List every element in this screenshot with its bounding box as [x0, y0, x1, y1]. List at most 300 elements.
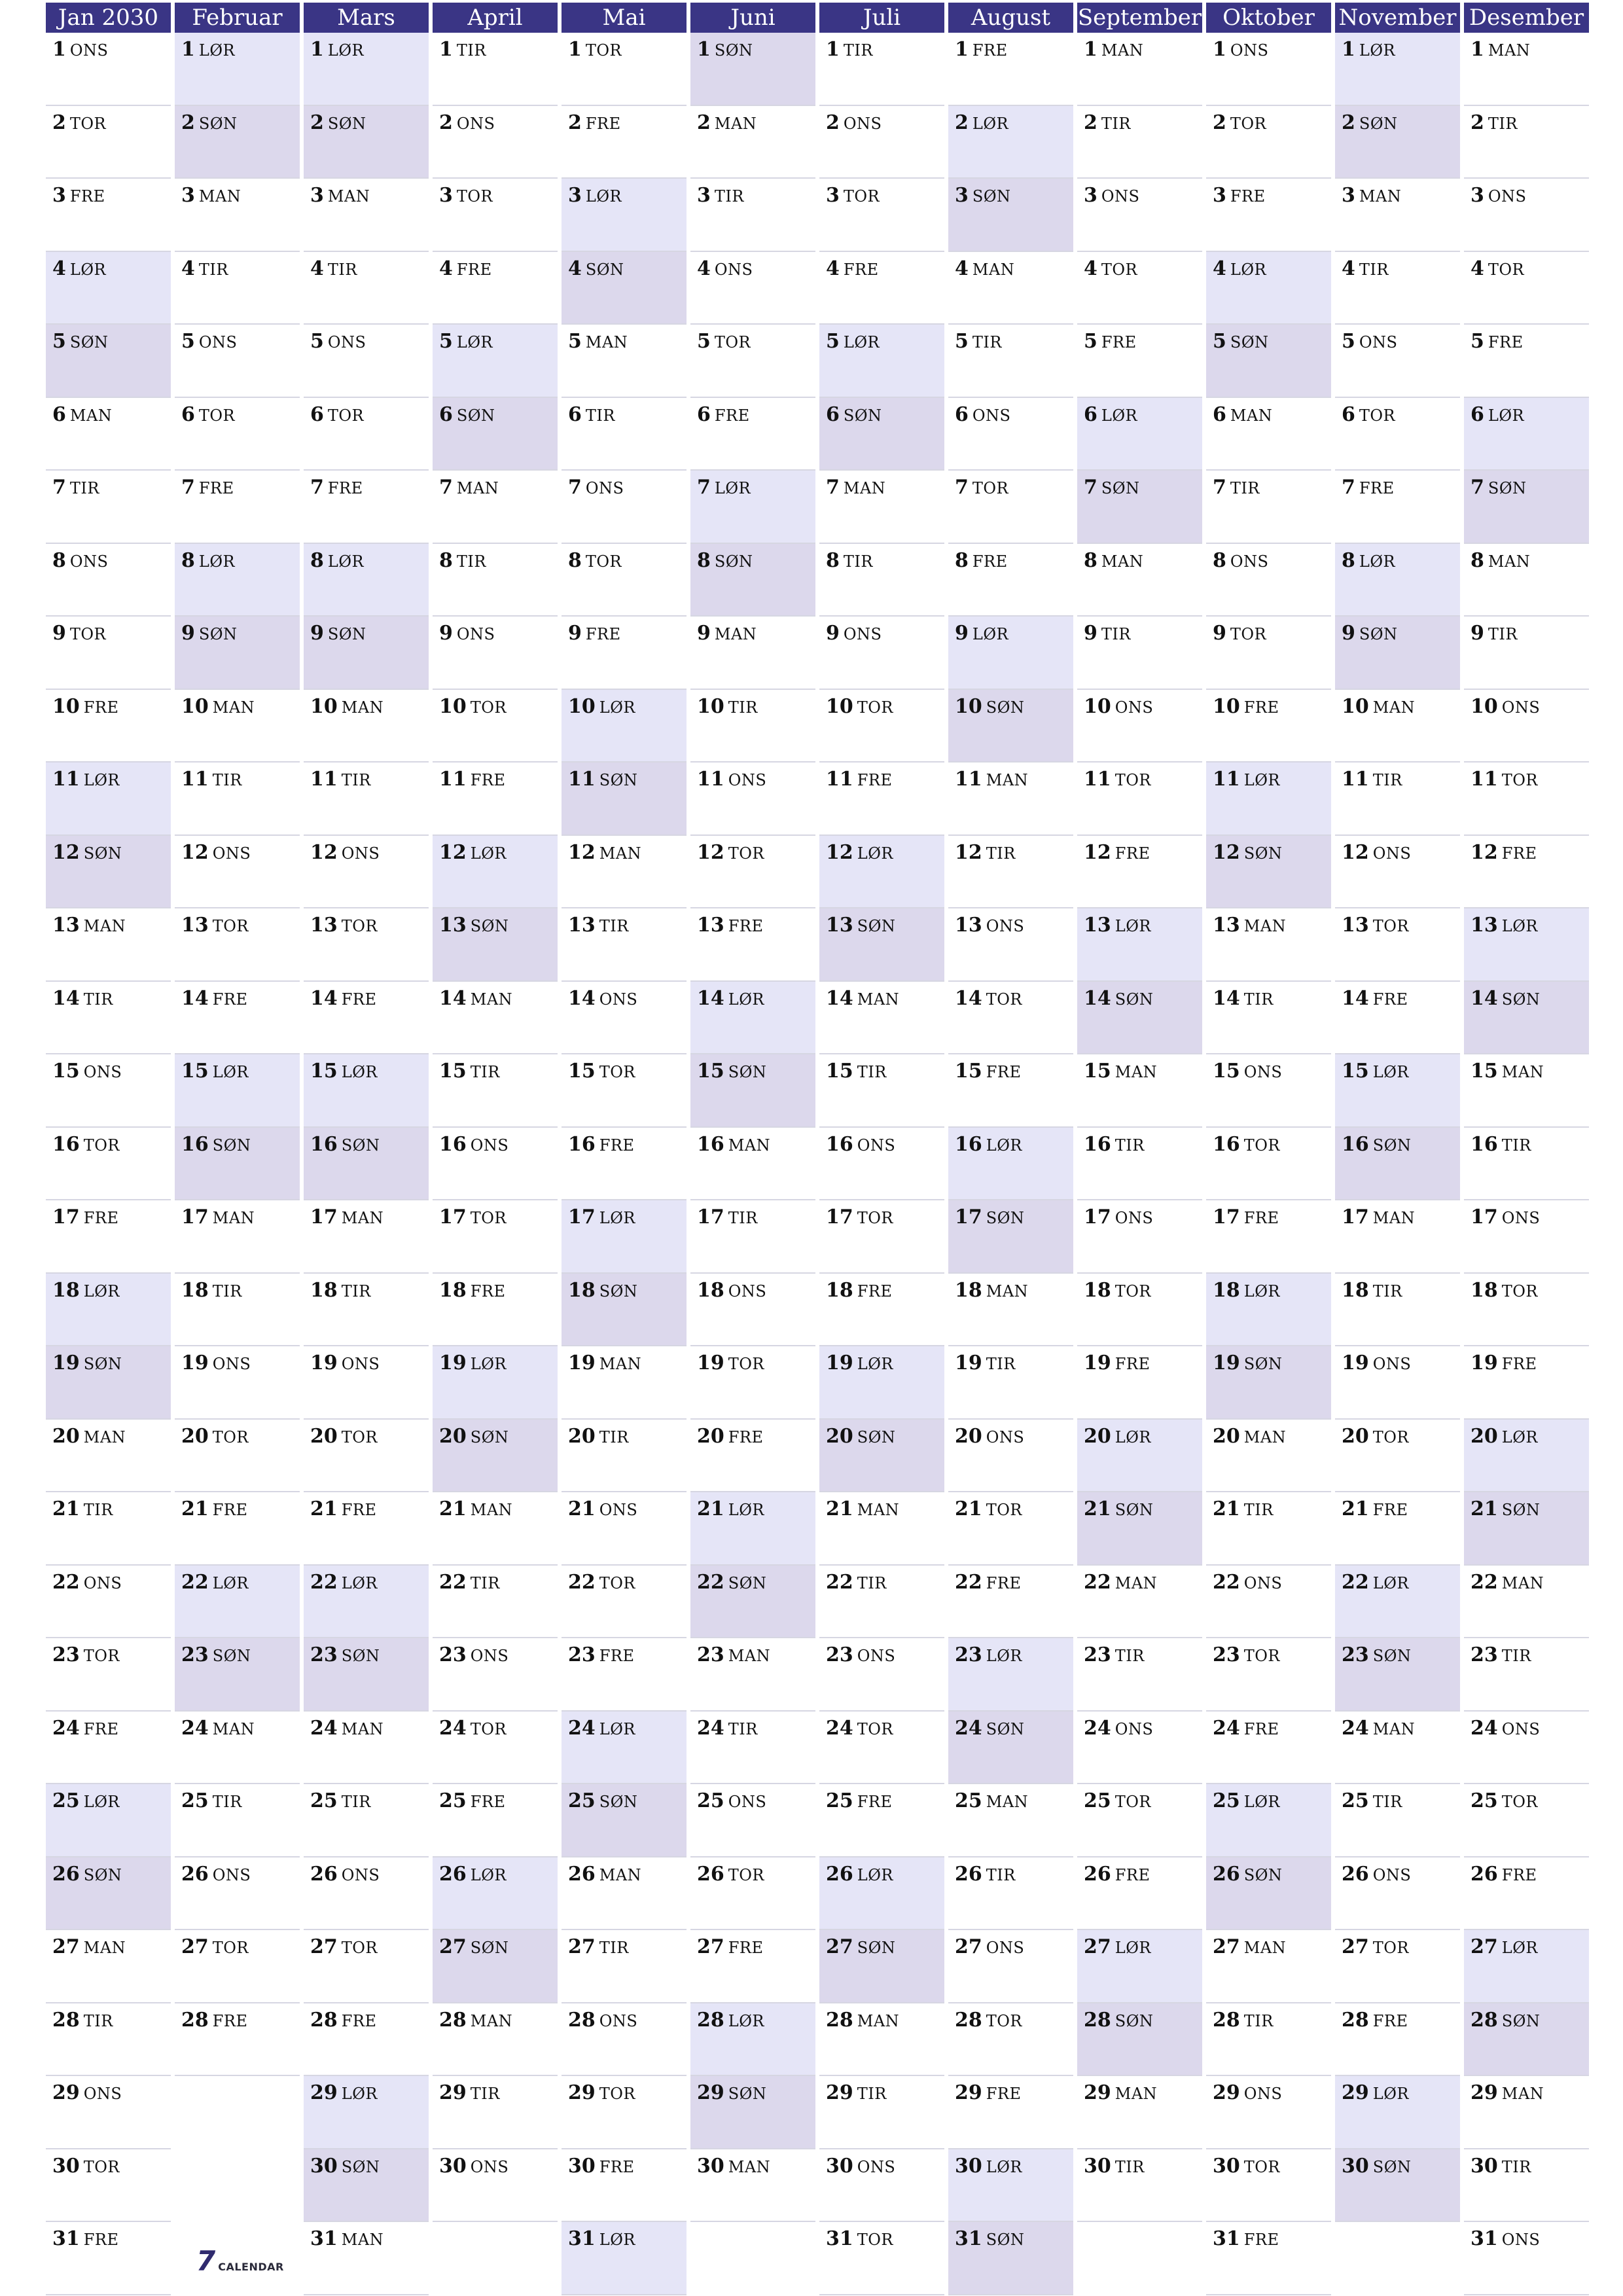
day-cell — [819, 836, 944, 909]
day-cell — [1464, 836, 1589, 909]
day-cell — [819, 1346, 944, 1420]
day-number: 21 — [181, 1498, 209, 1520]
day-number: 16 — [1342, 1132, 1369, 1156]
day-cell — [948, 1857, 1073, 1931]
day-cell — [175, 325, 300, 398]
day-number: 6 — [439, 403, 453, 426]
weekday-label: MAN — [599, 1865, 642, 1884]
weekday-label: SØN — [1115, 1501, 1154, 1519]
day-number: 30 — [52, 2154, 80, 2178]
weekday-label: TOR — [599, 1573, 636, 1592]
day-cell — [304, 1346, 429, 1420]
weekday-label: TOR — [212, 1427, 249, 1446]
day-number: 1 — [1471, 38, 1484, 61]
day-cell — [562, 617, 687, 690]
day-cell — [819, 2003, 944, 2077]
day-number: 26 — [181, 1862, 209, 1886]
day-cell — [175, 1128, 300, 1201]
day-cell — [690, 325, 815, 398]
day-number: 15 — [955, 1060, 982, 1083]
weekday-label: LØR — [728, 1501, 764, 1519]
day-number: 19 — [568, 1352, 596, 1374]
day-cell — [1335, 33, 1460, 106]
day-number: 25 — [1342, 1789, 1369, 1812]
weekday-label: ONS — [599, 2011, 638, 2030]
day-cell — [690, 1492, 815, 1566]
day-cell — [1335, 1930, 1460, 2003]
day-number: 21 — [1471, 1498, 1498, 1520]
day-number: 29 — [1084, 2081, 1111, 2104]
day-cell — [304, 617, 429, 690]
weekday-label: ONS — [327, 333, 366, 351]
day-cell — [819, 1274, 944, 1347]
weekday-label: SØN — [986, 1209, 1025, 1227]
day-number: 9 — [1213, 622, 1226, 645]
day-number: 12 — [1471, 840, 1498, 864]
day-number: 20 — [1342, 1424, 1369, 1448]
day-cell — [562, 1784, 687, 1857]
day-number: 13 — [1342, 914, 1369, 937]
day-number: 15 — [1084, 1060, 1111, 1083]
weekday-label: SØN — [714, 552, 753, 571]
day-cell — [819, 544, 944, 617]
day-cell — [175, 2003, 300, 2077]
day-cell — [948, 398, 1073, 471]
day-cell — [948, 908, 1073, 982]
day-number: 4 — [52, 257, 66, 280]
day-number: 24 — [955, 1716, 982, 1740]
weekday-label: TIR — [585, 406, 615, 425]
day-cell — [819, 617, 944, 690]
day-cell — [1077, 1274, 1202, 1347]
day-number: 9 — [52, 622, 66, 645]
day-cell — [304, 33, 429, 106]
weekday-label: TOR — [1243, 1136, 1281, 1155]
day-number: 18 — [439, 1278, 467, 1302]
day-cell — [1206, 252, 1331, 325]
day-number: 3 — [310, 184, 324, 207]
weekday-label: MAN — [470, 1501, 513, 1519]
day-number: 10 — [568, 694, 596, 718]
weekday-label: TOR — [69, 625, 107, 643]
day-number: 8 — [826, 548, 840, 572]
weekday-label: FRE — [857, 771, 893, 789]
weekday-label: FRE — [728, 917, 764, 935]
day-cell — [433, 1200, 558, 1274]
day-cell — [433, 1784, 558, 1857]
day-number: 10 — [1471, 694, 1498, 718]
day-cell — [1206, 1346, 1331, 1420]
weekday-label: ONS — [1115, 1209, 1154, 1227]
day-number: 13 — [955, 914, 982, 937]
day-number: 24 — [52, 1716, 80, 1740]
day-cell — [562, 1857, 687, 1931]
day-number: 18 — [955, 1278, 982, 1302]
day-cell — [819, 1054, 944, 1128]
day-cell — [1077, 1930, 1202, 2003]
day-cell — [175, 908, 300, 982]
day-cell — [1077, 1712, 1202, 1785]
day-number: 31 — [1213, 2227, 1240, 2250]
weekday-label: TOR — [857, 1719, 894, 1738]
day-cell — [1206, 690, 1331, 763]
day-cell — [1464, 106, 1589, 179]
day-number: 14 — [568, 986, 596, 1010]
weekday-label: MAN — [1243, 1939, 1287, 1957]
weekday-label: TIR — [843, 41, 873, 60]
day-cell — [562, 1566, 687, 1639]
day-cell — [1464, 1712, 1589, 1785]
day-cell — [1077, 33, 1202, 106]
day-cell — [46, 836, 171, 909]
weekday-label: LØR — [83, 771, 120, 789]
weekday-label: MAN — [857, 990, 900, 1009]
day-cell — [304, 1638, 429, 1712]
weekday-label: TOR — [585, 41, 622, 60]
month-column — [175, 3, 300, 2295]
weekday-label: ONS — [714, 260, 753, 279]
day-number: 28 — [955, 2008, 982, 2032]
day-number: 12 — [1084, 840, 1111, 864]
day-cell — [819, 982, 944, 1055]
month-column — [1077, 3, 1202, 2295]
weekday-label: FRE — [470, 1282, 506, 1300]
day-number: 9 — [1342, 622, 1355, 645]
day-number: 3 — [1213, 184, 1226, 207]
weekday-label: ONS — [857, 1136, 896, 1155]
weekday-label: TIR — [728, 698, 758, 717]
day-number: 26 — [52, 1862, 80, 1886]
day-cell — [562, 982, 687, 1055]
weekday-label: LØR — [1115, 1939, 1151, 1957]
day-cell — [433, 982, 558, 1055]
weekday-label: LØR — [714, 479, 751, 497]
day-number: 23 — [310, 1643, 338, 1666]
weekday-label: TOR — [470, 698, 507, 717]
weekday-label: FRE — [1501, 1865, 1537, 1884]
day-number: 9 — [568, 622, 582, 645]
day-number: 27 — [1342, 1935, 1369, 1958]
weekday-label: TIR — [986, 844, 1016, 863]
day-cell — [819, 179, 944, 252]
weekday-label: TIR — [1243, 990, 1274, 1009]
weekday-label: MAN — [83, 917, 126, 935]
weekday-label: MAN — [83, 1427, 126, 1446]
weekday-label: FRE — [456, 260, 492, 279]
weekday-label: FRE — [857, 1793, 893, 1811]
day-number: 8 — [955, 548, 969, 572]
day-cell — [1206, 106, 1331, 179]
day-cell — [46, 1346, 171, 1420]
day-cell — [1206, 1420, 1331, 1493]
weekday-label: TOR — [1115, 1793, 1152, 1811]
day-cell — [1464, 325, 1589, 398]
day-cell — [690, 1274, 815, 1347]
day-cell — [948, 1930, 1073, 2003]
day-cell — [948, 544, 1073, 617]
weekday-label: LØR — [212, 1573, 249, 1592]
weekday-label: TIR — [1501, 2157, 1531, 2176]
weekday-label: SØN — [327, 114, 366, 133]
weekday-label: LØR — [1243, 1793, 1280, 1811]
day-cell — [948, 2076, 1073, 2149]
month-column — [1206, 3, 1331, 2295]
weekday-label: TOR — [341, 917, 378, 935]
day-cell — [1206, 1128, 1331, 1201]
day-cell — [562, 179, 687, 252]
day-cell — [1464, 2149, 1589, 2223]
day-cell — [304, 1712, 429, 1785]
day-cell — [433, 1420, 558, 1493]
day-number: 13 — [568, 914, 596, 937]
day-cell — [1464, 1930, 1589, 2003]
day-cell — [562, 1054, 687, 1128]
day-cell — [433, 836, 558, 909]
day-number: 21 — [568, 1498, 596, 1520]
weekday-label: TOR — [83, 1136, 120, 1155]
day-cell — [1464, 1638, 1589, 1712]
day-number: 31 — [826, 2227, 853, 2250]
day-number: 7 — [310, 476, 324, 499]
day-cell — [46, 106, 171, 179]
weekday-label: MAN — [327, 187, 370, 206]
weekday-label: SØN — [327, 625, 366, 643]
weekday-label: FRE — [1501, 844, 1537, 863]
day-number: 28 — [1342, 2008, 1369, 2032]
day-number: 4 — [1084, 257, 1097, 280]
weekday-label: ONS — [212, 1865, 251, 1884]
weekday-label: MAN — [1243, 1427, 1287, 1446]
weekday-label: MAN — [341, 2231, 384, 2249]
day-number: 11 — [568, 768, 596, 791]
weekday-label: FRE — [83, 698, 119, 717]
weekday-label: TIR — [83, 1501, 113, 1519]
day-cell — [304, 2222, 429, 2295]
weekday-label: TIR — [470, 1573, 500, 1592]
day-cell — [819, 1712, 944, 1785]
day-cell — [304, 398, 429, 471]
day-cell — [304, 1857, 429, 1931]
day-number: 1 — [955, 38, 969, 61]
weekday-label: MAN — [341, 1209, 384, 1227]
weekday-label: LØR — [1359, 552, 1396, 571]
weekday-label: TOR — [1115, 771, 1152, 789]
day-cell — [690, 544, 815, 617]
day-number: 26 — [955, 1862, 982, 1886]
day-cell — [46, 1566, 171, 1639]
weekday-label: TOR — [1501, 1282, 1539, 1300]
day-cell — [175, 1274, 300, 1347]
day-number: 14 — [1342, 986, 1369, 1010]
day-cell — [562, 106, 687, 179]
day-cell — [948, 252, 1073, 325]
day-cell — [562, 2076, 687, 2149]
day-number: 6 — [1471, 403, 1484, 426]
day-cell — [1335, 690, 1460, 763]
weekday-label: MAN — [341, 1719, 384, 1738]
day-cell — [562, 2149, 687, 2223]
day-number: 22 — [568, 1570, 596, 1594]
weekday-label: TIR — [972, 333, 1002, 351]
day-number: 7 — [1471, 476, 1484, 499]
day-cell — [1206, 544, 1331, 617]
day-number: 4 — [310, 257, 324, 280]
day-number: 9 — [1471, 622, 1484, 645]
day-cell — [1335, 1492, 1460, 1566]
weekday-label: TIR — [327, 260, 357, 279]
day-cell — [46, 690, 171, 763]
day-cell — [175, 1857, 300, 1931]
weekday-label: MAN — [857, 1501, 900, 1519]
day-cell — [1464, 544, 1589, 617]
day-cell — [948, 1420, 1073, 1493]
day-number: 16 — [52, 1132, 80, 1156]
weekday-label: LØR — [69, 260, 107, 279]
day-number: 19 — [826, 1352, 853, 1374]
day-cell — [433, 908, 558, 982]
day-cell — [304, 1274, 429, 1347]
weekday-label: ONS — [1372, 844, 1412, 863]
weekday-label: TIR — [1115, 2157, 1145, 2176]
day-number: 22 — [697, 1570, 724, 1594]
weekday-label: FRE — [1101, 333, 1137, 351]
day-cell — [948, 325, 1073, 398]
day-cell — [948, 1712, 1073, 1785]
weekday-label: ONS — [456, 625, 495, 643]
day-number: 23 — [1084, 1643, 1111, 1666]
day-cell — [690, 1200, 815, 1274]
weekday-label: LØR — [843, 333, 880, 351]
day-cell — [433, 1638, 558, 1712]
day-cell — [46, 2076, 171, 2149]
day-cell — [46, 1712, 171, 1785]
day-cell — [690, 1128, 815, 1201]
day-number: 28 — [1213, 2008, 1240, 2032]
day-cell — [175, 544, 300, 617]
weekday-label: TOR — [83, 1647, 120, 1665]
day-number: 2 — [697, 111, 711, 134]
weekday-label: TOR — [341, 1427, 378, 1446]
day-number: 29 — [439, 2081, 467, 2104]
day-number: 3 — [697, 184, 711, 207]
day-number: 19 — [310, 1352, 338, 1374]
weekday-label: SØN — [470, 917, 509, 935]
weekday-label: SØN — [728, 1063, 767, 1081]
day-cell — [1335, 1274, 1460, 1347]
weekday-label: SØN — [1230, 333, 1269, 351]
weekday-label: FRE — [341, 2011, 377, 2030]
day-number: 15 — [1213, 1060, 1240, 1083]
day-number: 10 — [826, 694, 853, 718]
weekday-label: TOR — [728, 1355, 765, 1373]
day-number: 13 — [181, 914, 209, 937]
day-cell — [46, 617, 171, 690]
day-number: 18 — [826, 1278, 853, 1302]
day-cell — [948, 1274, 1073, 1347]
day-cell — [562, 1638, 687, 1712]
day-cell — [948, 471, 1073, 544]
weekday-label: MAN — [857, 2011, 900, 2030]
day-cell — [304, 325, 429, 398]
day-number: 31 — [568, 2227, 596, 2250]
day-cell — [304, 2003, 429, 2077]
weekday-label: FRE — [1501, 1355, 1537, 1373]
weekday-label: FRE — [341, 990, 377, 1009]
day-number: 6 — [1213, 403, 1226, 426]
weekday-label: ONS — [1372, 1355, 1412, 1373]
day-cell — [1206, 179, 1331, 252]
day-number: 15 — [697, 1060, 724, 1083]
day-cell — [175, 982, 300, 1055]
weekday-label: LØR — [585, 187, 622, 206]
day-cell — [1464, 908, 1589, 982]
day-cell — [1335, 1200, 1460, 1274]
weekday-label: ONS — [857, 1647, 896, 1665]
weekday-label: MAN — [1359, 187, 1402, 206]
weekday-label: ONS — [212, 1355, 251, 1373]
weekday-label: SØN — [599, 1793, 638, 1811]
day-number: 31 — [1471, 2227, 1498, 2250]
month-column — [1335, 3, 1460, 2295]
weekday-label: ONS — [1501, 1209, 1541, 1227]
weekday-label: FRE — [1488, 333, 1524, 351]
day-cell — [690, 1346, 815, 1420]
weekday-label: TOR — [1501, 1793, 1539, 1811]
weekday-label: FRE — [585, 114, 621, 133]
day-number: 15 — [439, 1060, 467, 1083]
weekday-label: ONS — [843, 114, 882, 133]
day-number: 1 — [1342, 38, 1355, 61]
day-cell — [1206, 1712, 1331, 1785]
day-cell — [819, 1566, 944, 1639]
day-number: 19 — [439, 1352, 467, 1374]
day-number: 23 — [439, 1643, 467, 1666]
weekday-label: FRE — [986, 1063, 1022, 1081]
day-number: 11 — [181, 768, 209, 791]
day-cell — [562, 1128, 687, 1201]
weekday-label: MAN — [599, 1355, 642, 1373]
weekday-label: LØR — [986, 1647, 1022, 1665]
day-cell — [1077, 908, 1202, 982]
day-cell — [562, 1492, 687, 1566]
weekday-label: TIR — [83, 990, 113, 1009]
day-number: 6 — [1084, 403, 1097, 426]
day-cell — [304, 106, 429, 179]
day-cell — [1206, 2076, 1331, 2149]
weekday-label: ONS — [1501, 2231, 1541, 2249]
day-number: 7 — [697, 476, 711, 499]
day-cell — [1206, 1638, 1331, 1712]
day-cell — [948, 1054, 1073, 1128]
day-cell — [175, 398, 300, 471]
day-cell — [304, 2149, 429, 2223]
weekday-label: FRE — [212, 2011, 248, 2030]
day-number: 1 — [310, 38, 324, 61]
day-number: 6 — [1342, 403, 1355, 426]
weekday-label: MAN — [1230, 406, 1273, 425]
day-number: 30 — [1084, 2154, 1111, 2178]
day-cell — [1464, 471, 1589, 544]
day-cell — [304, 762, 429, 836]
day-number: 21 — [1213, 1498, 1240, 1520]
day-number: 14 — [1084, 986, 1111, 1010]
day-cell — [1206, 1200, 1331, 1274]
weekday-label: ONS — [728, 1793, 767, 1811]
day-cell — [1077, 2003, 1202, 2077]
day-number: 23 — [568, 1643, 596, 1666]
day-cell — [433, 1128, 558, 1201]
day-number: 29 — [52, 2081, 80, 2104]
